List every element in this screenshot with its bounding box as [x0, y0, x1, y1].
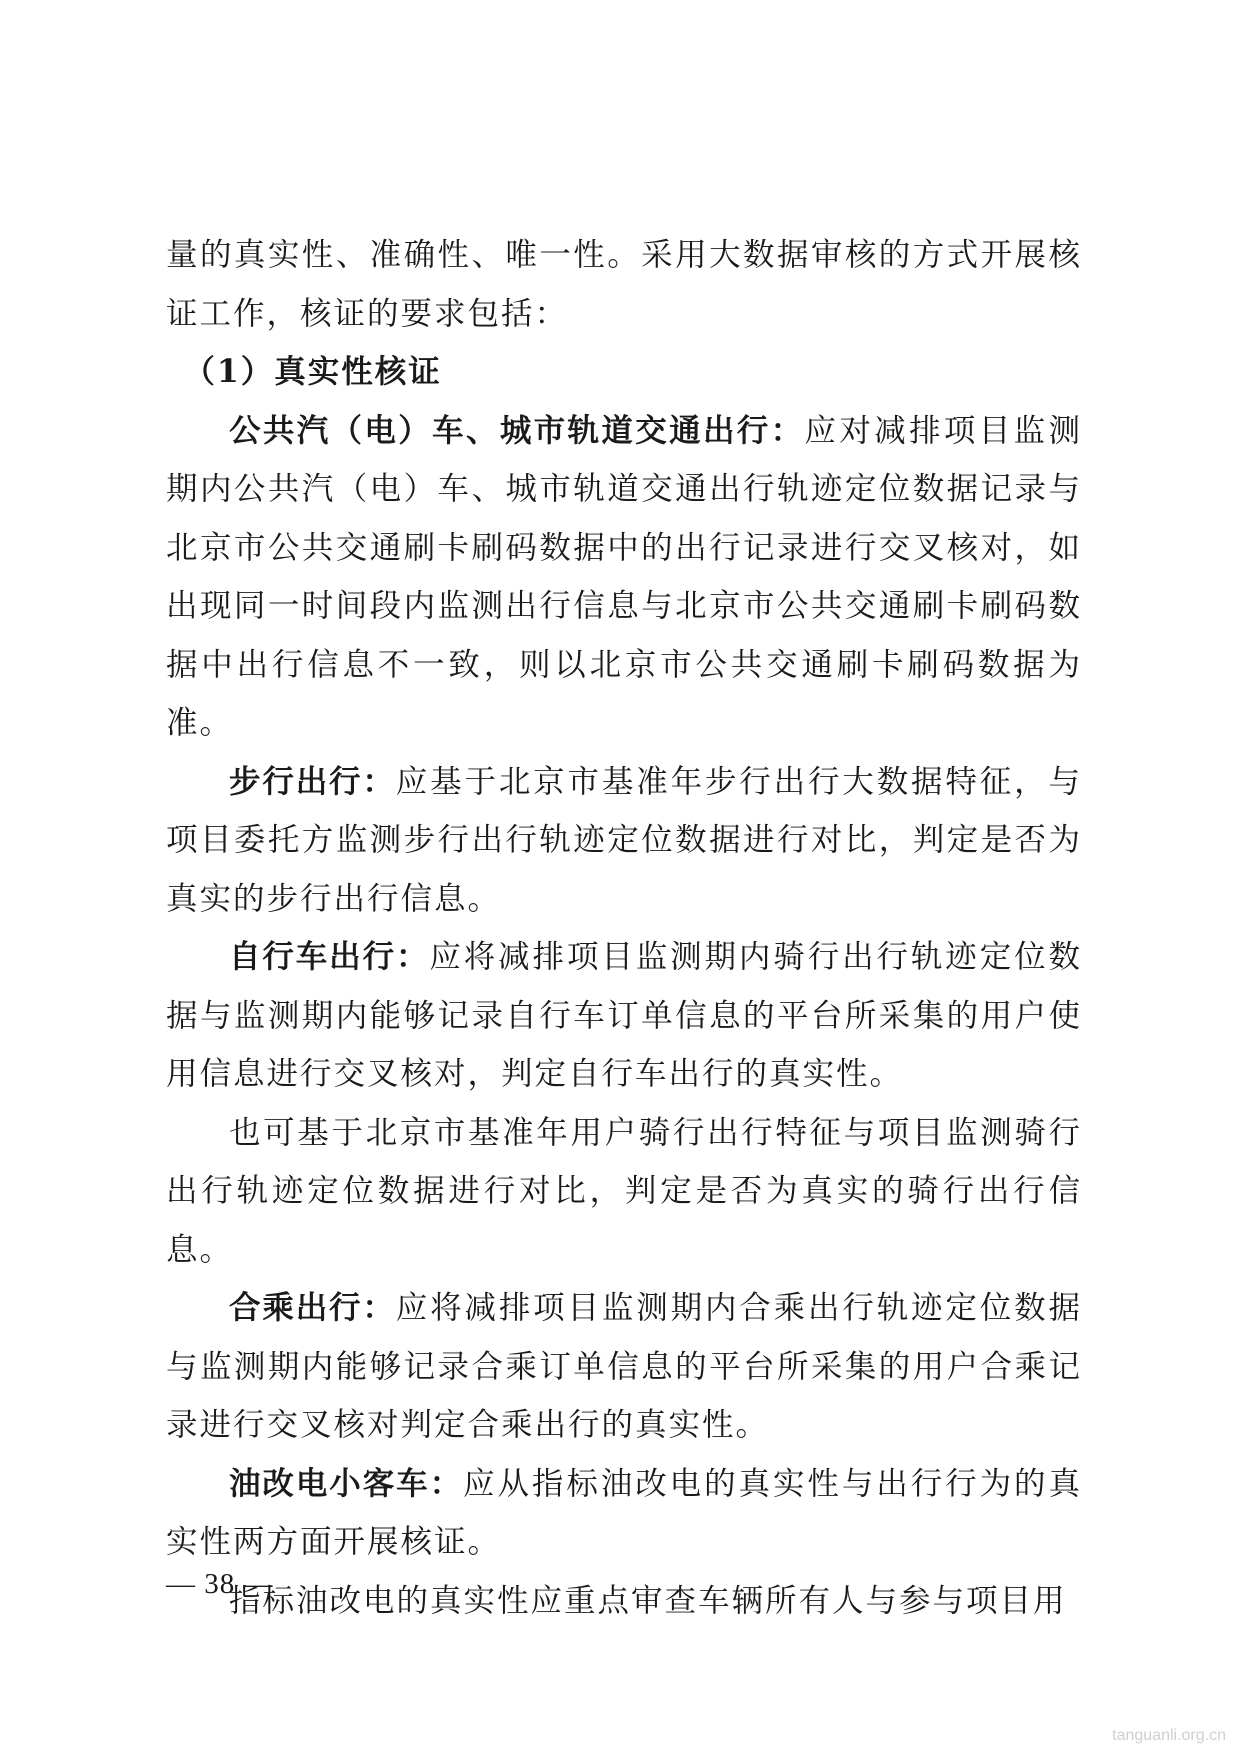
bold-label: 步行出行： — [229, 763, 396, 800]
paragraph-text: 应将减排项目监测期内骑行出行轨迹定位数据与监测期内能够记录自行车订单信息的平台所采集的用户使用信息进行交叉核对，判定自行车出行的真实性。 — [166, 939, 1082, 1092]
paragraph-cycling — [166, 928, 1082, 1104]
bold-label: 合乘出行： — [229, 1290, 396, 1326]
paragraph-public-transit — [166, 402, 1082, 753]
paragraph-ev-verification — [166, 1572, 1082, 1631]
paragraph-text: 量的真实性、准确性、唯一性。采用大数据审核的方式开展核证工作，核证的要求包括： — [166, 237, 1082, 332]
paragraph-walking — [166, 753, 1082, 929]
bold-label: 自行车出行： — [229, 939, 430, 975]
page-number: — 38 — — [166, 1568, 274, 1600]
bold-label: 公共汽（电）车、城市轨道交通出行： — [229, 412, 805, 449]
paragraph-cycling-alt — [166, 1104, 1082, 1280]
paragraph-carpool — [166, 1279, 1082, 1455]
paragraph-text: 指标油改电的真实性应重点审查车辆所有人与参与项目用 — [229, 1582, 1067, 1619]
page-body — [166, 226, 1082, 1630]
paragraph-continuation — [166, 226, 1082, 343]
paragraph-text: 应从指标油改电的真实性与出行行为的真实性两方面开展核证。 — [166, 1465, 1082, 1560]
paragraph-text: 也可基于北京市基准年用户骑行出行特征与项目监测骑行出行轨迹定位数据进行对比，判定是否为真实的骑行出行信息。 — [166, 1114, 1082, 1268]
paragraph-ev-conversion — [166, 1455, 1082, 1572]
heading-text: （1）真实性核证 — [183, 353, 442, 390]
section-heading — [166, 343, 1082, 402]
watermark: tanguanli.org.cn — [1112, 1727, 1226, 1744]
paragraph-text: 应基于北京市基准年步行出行大数据特征，与项目委托方监测步行出行轨迹定位数据进行对比，判定是否为真实的步行出行信息。 — [166, 763, 1082, 917]
bold-label: 油改电小客车： — [229, 1465, 464, 1502]
paragraph-text: 应对减排项目监测期内公共汽（电）车、城市轨道交通出行轨迹定位数据记录与北京市公共交通刷卡刷码数据中的出行记录进行交叉核对，如出现同一时间段内监测出行信息与北京市公共交通刷卡刷码数据中出行信息不一致，则以北京市公共交通刷卡刷码数据为准。 — [166, 412, 1082, 741]
paragraph-text: 应将减排项目监测期内合乘出行轨迹定位数据与监测期内能够记录合乘订单信息的平台所采集的用户合乘记录进行交叉核对判定合乘出行的真实性。 — [166, 1290, 1082, 1443]
